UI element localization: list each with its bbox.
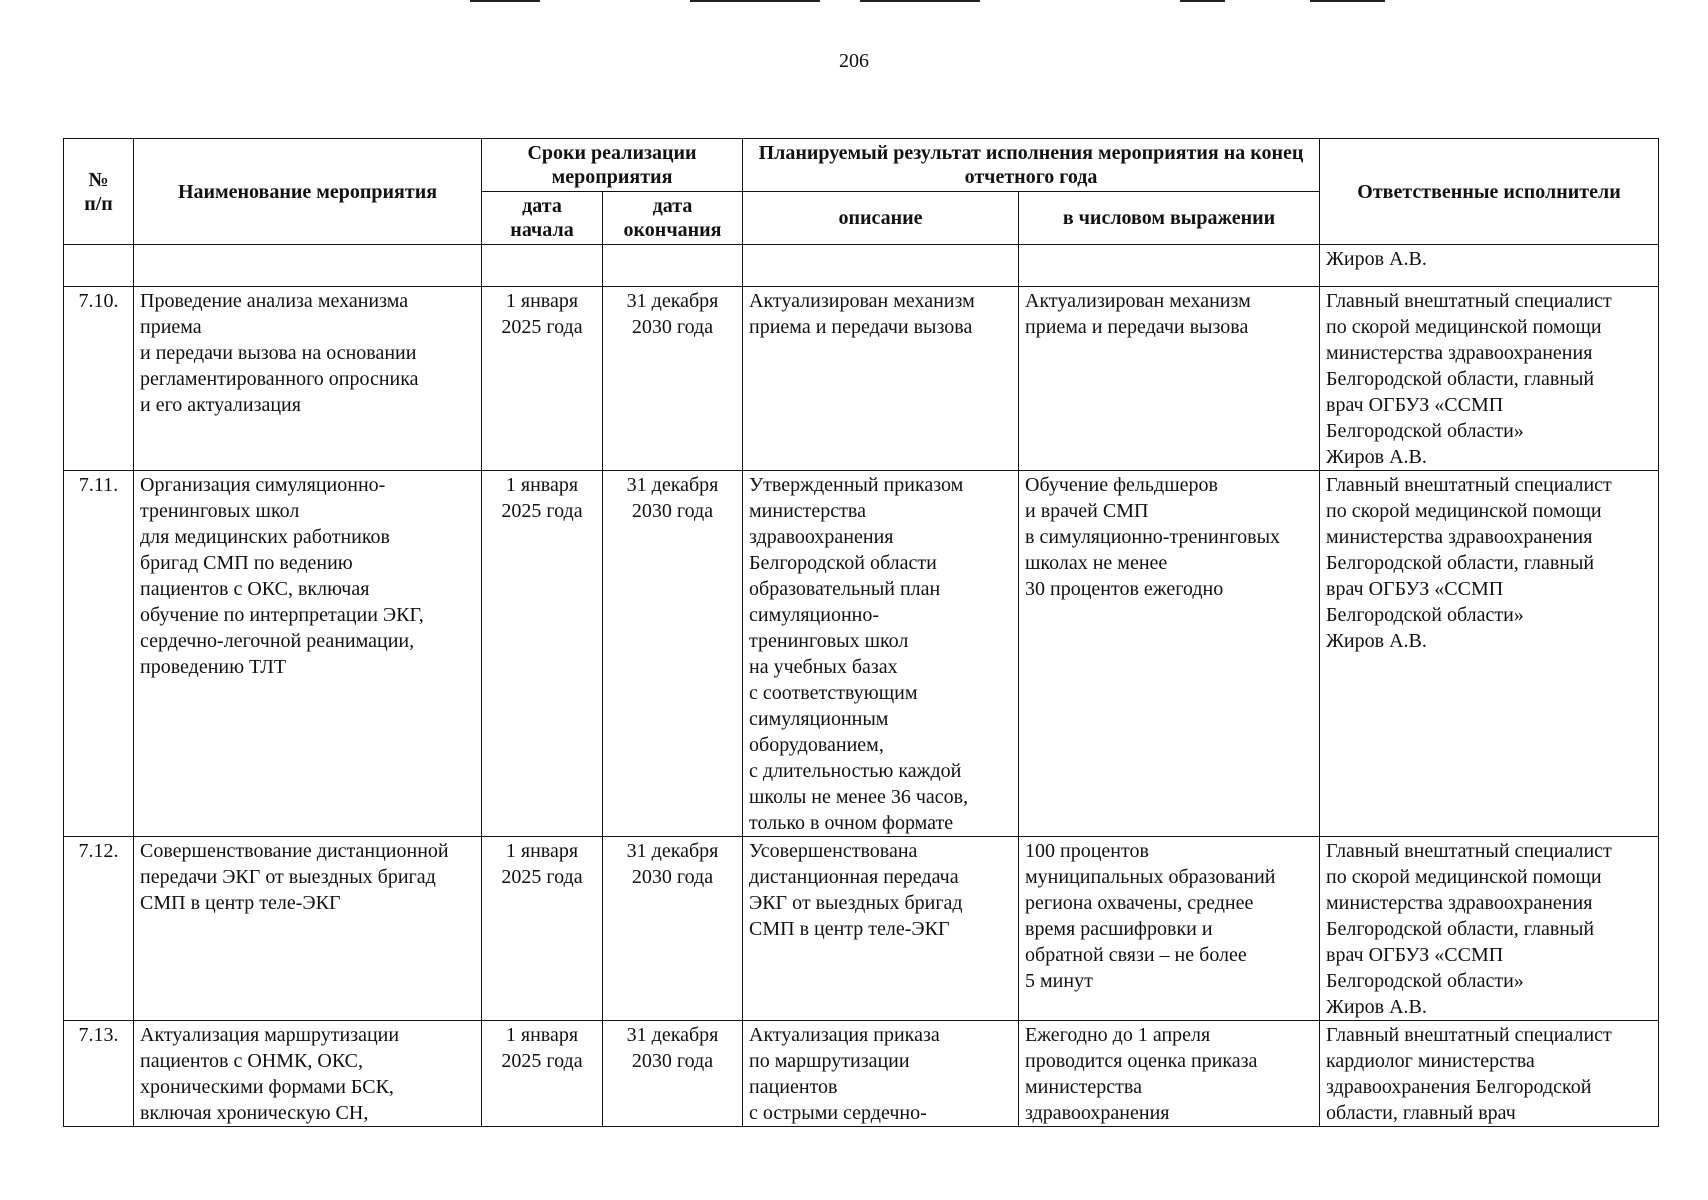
table-row xyxy=(64,1021,1659,1127)
row-name: Актуализация маршрутизации пациентов с ОНМК, ОКС, хроническими формами БСК, включая хроническую СН, xyxy=(134,1021,482,1127)
scan-artifact xyxy=(690,0,820,2)
table-row xyxy=(64,245,1659,287)
row-description: Актуализирован механизм приема и передачи вызова xyxy=(743,287,1019,471)
row-name: Проведение анализа механизма приема и передачи вызова на основании регламентированного опросника и его актуализация xyxy=(134,287,482,471)
row-num: 7.10. xyxy=(64,287,134,471)
row-responsible: Главный внештатный специалист по скорой медицинской помощи министерства здравоохранения Белгородской области, главный врач ОГБУЗ «ССМП Белгородской области» Жиров А.В. xyxy=(1320,837,1659,1021)
table-row xyxy=(64,287,1659,471)
row-description xyxy=(743,245,1019,287)
row-num: 7.13. xyxy=(64,1021,134,1127)
row-responsible: Главный внештатный специалист по скорой медицинской помощи министерства здравоохранения Белгородской области, главный врач ОГБУЗ «ССМП Белгородской области» Жиров А.В. xyxy=(1320,471,1659,837)
row-start-date: 1 января 2025 года xyxy=(482,1021,603,1127)
row-end-date: 31 декабря 2030 года xyxy=(603,287,743,471)
row-description: Актуализация приказа по маршрутизации пациентов с острыми сердечно- xyxy=(743,1021,1019,1127)
row-name: Совершенствование дистанционной передачи ЭКГ от выездных бригад СМП в центр теле-ЭКГ xyxy=(134,837,482,1021)
header-start-date: дата начала xyxy=(482,192,603,245)
row-start-date: 1 января 2025 года xyxy=(482,471,603,837)
header-numeric: в числовом выражении xyxy=(1019,192,1320,245)
row-responsible: Главный внештатный специалист кардиолог министерства здравоохранения Белгородской области, главный врач xyxy=(1320,1021,1659,1127)
row-start-date xyxy=(482,245,603,287)
table-row xyxy=(64,837,1659,1021)
row-description: Утвержденный приказом министерства здравоохранения Белгородской области образовательный план симуляционно- тренинговых школ на учебных базах с соответствующим симуляционным оборудованием, с длительностью каждой школы не менее 36 часов, только в очном формате xyxy=(743,471,1019,837)
row-numeric: 100 процентов муниципальных образований региона охвачены, среднее время расшифровки и обратной связи – не более 5 минут xyxy=(1019,837,1320,1021)
header-num: № п/п xyxy=(64,139,134,245)
page-number: 206 xyxy=(839,50,869,72)
header-responsible: Ответственные исполнители xyxy=(1320,139,1659,245)
row-name xyxy=(134,245,482,287)
row-num: 7.12. xyxy=(64,837,134,1021)
header-end-date: дата окончания xyxy=(603,192,743,245)
row-end-date xyxy=(603,245,743,287)
row-num: 7.11. xyxy=(64,471,134,837)
scan-artifact xyxy=(860,0,980,2)
row-end-date: 31 декабря 2030 года xyxy=(603,1021,743,1127)
row-start-date: 1 января 2025 года xyxy=(482,837,603,1021)
scan-artifact xyxy=(470,0,540,2)
row-responsible: Жиров А.В. xyxy=(1320,245,1659,287)
row-numeric: Ежегодно до 1 апреля проводится оценка приказа министерства здравоохранения xyxy=(1019,1021,1320,1127)
row-description: Усовершенствована дистанционная передача ЭКГ от выездных бригад СМП в центр теле-ЭКГ xyxy=(743,837,1019,1021)
scan-artifact xyxy=(1310,0,1385,2)
header-description: описание xyxy=(743,192,1019,245)
activities-table xyxy=(63,138,1659,1127)
row-end-date: 31 декабря 2030 года xyxy=(603,471,743,837)
row-responsible: Главный внештатный специалист по скорой медицинской помощи министерства здравоохранения Белгородской области, главный врач ОГБУЗ «ССМП Белгородской области» Жиров А.В. xyxy=(1320,287,1659,471)
table-row xyxy=(64,471,1659,837)
row-numeric xyxy=(1019,245,1320,287)
header-result: Планируемый результат исполнения мероприятия на конец отчетного года xyxy=(743,139,1320,192)
row-numeric: Обучение фельдшеров и врачей СМП в симуляционно-тренинговых школах не менее 30 процентов ежегодно xyxy=(1019,471,1320,837)
header-name: Наименование мероприятия xyxy=(134,139,482,245)
row-num xyxy=(64,245,134,287)
row-start-date: 1 января 2025 года xyxy=(482,287,603,471)
row-end-date: 31 декабря 2030 года xyxy=(603,837,743,1021)
scan-artifact xyxy=(1180,0,1225,2)
row-name: Организация симуляционно- тренинговых школ для медицинских работников бригад СМП по ведению пациентов с ОКС, включая обучение по интерпретации ЭКГ, сердечно-легочной реанимации, проведению ТЛТ xyxy=(134,471,482,837)
row-numeric: Актуализирован механизм приема и передачи вызова xyxy=(1019,287,1320,471)
header-terms: Сроки реализации мероприятия xyxy=(482,139,743,192)
